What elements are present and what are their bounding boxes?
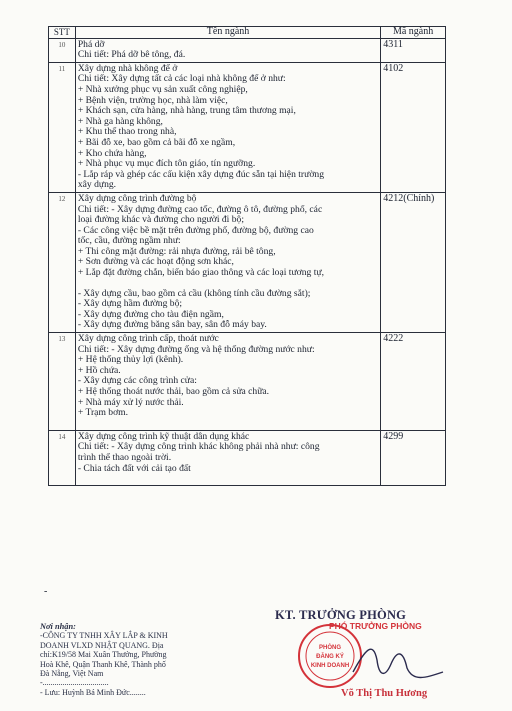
row-line: + Bệnh viện, trường học, nhà làm việc,	[77, 94, 228, 106]
recipient-line: DOANH VLXD NHẬT QUANG. Địa	[40, 640, 164, 650]
row-line: + Khách sạn, cửa hàng, nhà hàng, trung tâm thương mại,	[77, 105, 296, 117]
row-line: loại đường khác và đường cho người đi bộ;	[77, 214, 244, 226]
row-line: Xây dựng công trình đường bộ	[77, 192, 197, 204]
row-description	[75, 38, 380, 62]
row-line: trình thể thao ngoài trời.	[77, 451, 172, 463]
row-line: Chi tiết: - Xây dựng công trình khác không phải nhà như: công	[77, 441, 320, 453]
row-line: - Lắp ráp và ghép các cấu kiện xây dựng đúc sẵn tại hiện trường	[77, 168, 324, 180]
recipient-line: chỉ:K19/58 Mai Xuân Thưởng, Phường	[40, 650, 167, 660]
table-row	[49, 192, 446, 332]
recipient-line: Đà Nẵng, Việt Nam	[40, 669, 104, 679]
row-description	[75, 333, 380, 431]
row-stt: 12	[49, 192, 76, 332]
business-lines-table	[48, 26, 446, 486]
row-stt: 10	[49, 38, 76, 62]
table-header-row	[49, 27, 446, 39]
row-line: Xây dựng công trình cấp, thoát nước	[77, 333, 219, 345]
header-stt: STT	[49, 27, 76, 39]
row-code-text: 4311	[383, 38, 403, 50]
row-line: + Nhà xưởng phục vụ sản xuất công nghiệp,	[77, 83, 248, 95]
table-row	[49, 38, 446, 62]
row-line: - Chia tách đất với cải tạo đất	[77, 462, 191, 474]
row-line: Xây dựng công trình kỹ thuật dân dụng khác	[77, 430, 250, 442]
row-code	[381, 62, 446, 192]
stamp-title: PHÓ TRƯỞNG PHÒNG	[329, 621, 422, 631]
row-line: + Bãi đỗ xe, bao gồm cả bãi đỗ xe ngầm,	[77, 136, 236, 148]
row-spacer	[78, 419, 378, 429]
recipient-line: Hoà Khê, Quận Thanh Khê, Thành phố	[40, 659, 166, 669]
row-stt: 13	[49, 333, 76, 431]
row-line: Chi tiết: Phá dỡ bê tông, đá.	[77, 49, 186, 61]
official-stamp-icon	[293, 620, 473, 690]
trailing-dash: -	[44, 586, 48, 597]
row-line: + Thi công mặt đường: rải nhựa đường, rải bê tông,	[77, 245, 276, 257]
row-line: Chi tiết: Xây dựng tất cả các loại nhà không để ở như:	[77, 73, 286, 85]
row-line: + Kho chứa hàng,	[77, 147, 147, 159]
row-line: - Xây dựng hầm đường bộ;	[77, 298, 183, 310]
row-line: - Xây dựng các công trình cửa:	[77, 375, 197, 387]
header-name: Tên ngành	[75, 27, 380, 39]
signature-block	[275, 602, 475, 706]
row-description	[75, 62, 380, 192]
row-code-text: 4212(Chính)	[383, 192, 435, 204]
row-line: + Nhà ga hàng không,	[77, 115, 163, 127]
row-code-text: 4299	[383, 430, 404, 442]
recipient-line: -CÔNG TY TNHH XÂY LẮP & KINH	[40, 631, 168, 641]
row-line: + Hệ thống thủy lợi (kênh).	[77, 354, 184, 366]
row-code-text: 4222	[383, 333, 404, 345]
row-description	[75, 430, 380, 485]
row-line: - Xây dựng đường cho tàu điện ngầm,	[77, 308, 224, 320]
row-line: + Hệ thống thoát nước thải, bao gồm cả sửa chữa.	[77, 386, 270, 397]
stamp-line: ĐĂNG KÝ	[316, 654, 344, 660]
row-stt: 14	[49, 430, 76, 485]
recipients-block	[40, 622, 230, 697]
row-line: + Lắp đặt đường chắn, biển báo giao thông và các loại tương tự,	[77, 267, 324, 279]
row-code	[381, 38, 446, 62]
row-code	[381, 192, 446, 332]
row-spacer	[78, 474, 378, 484]
row-line: - Xây dựng đường băng sân bay, sân đỗ máy bay.	[77, 319, 267, 331]
table-row	[49, 62, 446, 192]
row-line: tốc, cầu, đường ngầm như:	[77, 235, 181, 247]
row-code-text: 4102	[383, 62, 404, 74]
table-row	[49, 333, 446, 431]
row-line: + Sơn đường và các hoạt động sơn khác,	[77, 256, 234, 268]
signature-title: KT. TRƯỞNG PHÒNG	[275, 608, 407, 622]
header-code: Mã ngành	[381, 27, 446, 39]
row-line: Phá dỡ	[77, 38, 105, 50]
row-line: + Hồ chứa.	[77, 364, 121, 376]
row-line: Xây dựng nhà không để ở	[77, 62, 178, 74]
row-line: - Xây dựng cầu, bao gồm cả cầu (không tính cầu đường sắt);	[77, 287, 311, 299]
signer-name: Võ Thị Thu Hương	[341, 688, 428, 699]
row-line: xây dựng.	[77, 179, 117, 191]
row-line: Chi tiết: - Xây dựng đường ống và hệ thống đường nước như:	[77, 343, 315, 355]
recipient-line: - Lưu: Huỳnh Bá Minh Đức........	[40, 687, 146, 697]
row-line: - Các công việc bề mặt trên đường phố, đường bộ, đường cao	[77, 224, 314, 236]
row-description	[75, 192, 380, 332]
table-row	[49, 430, 446, 485]
row-stt: 11	[49, 62, 76, 192]
row-code	[381, 333, 446, 431]
row-line: Chi tiết: - Xây dựng đường cao tốc, đường ô tô, đường phố, các	[77, 203, 323, 215]
handwritten-signature	[353, 649, 443, 677]
stamp-line: KINH DOANH	[310, 663, 350, 669]
row-code	[381, 430, 446, 485]
row-line: + Khu thể thao trong nhà,	[77, 126, 177, 138]
row-line: + Nhà máy xử lý nước thải.	[77, 396, 184, 408]
recipients-title: Nơi nhận:	[40, 622, 76, 631]
stamp-line: PHÒNG	[318, 645, 342, 651]
row-line: + Trạm bơm.	[77, 407, 129, 419]
recipient-line: -.................................	[40, 678, 109, 688]
row-line: + Nhà phục vụ mục đích tôn giáo, tín ngưỡng.	[77, 158, 256, 170]
